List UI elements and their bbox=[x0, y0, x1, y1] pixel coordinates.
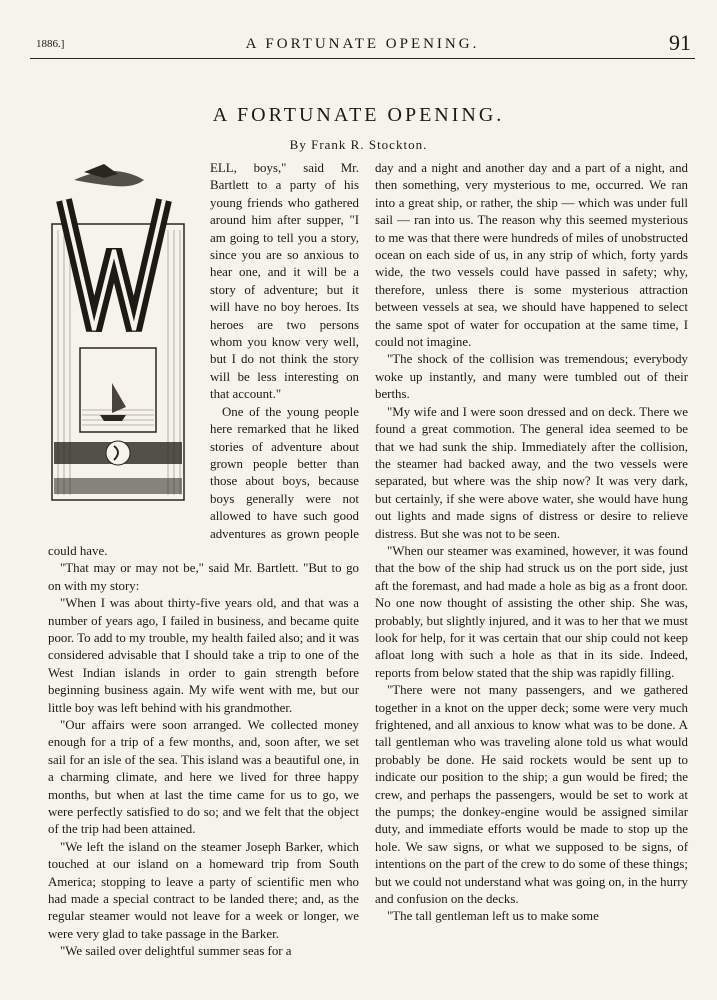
article-title: A FORTUNATE OPENING. bbox=[212, 104, 505, 126]
article-byline: By Frank R. Stockton. bbox=[289, 137, 428, 152]
paragraph: "Our affairs were soon arranged. We collected money enough for a trip of a few months, and, soon after, we set sail for an isle of the sea. This island was a beautiful one, in a charming climate, and here we lived for three happy months, but when at last the time came for us to go, we were perfectly satisfied to do so; and we felt that the object of the trip had been attained. bbox=[48, 718, 359, 837]
paragraph: "There were not many passengers, and we gathered together in a knot on the upper deck; some were very much frightened, and all anxious to know what was to be done. A tall gentleman who was traveling alone told us what would probably be done. He said rockets would be sent up to indicate our position to the ship; a gun would be fired; the crew, and perhaps the passengers, would be set to work at the pumps; the donkey-engine would be assigned similar duty, and immediate efforts would be made to stop up the hole. We saw signs, or what we supposed to be signs, of intentions on the part of the crew to do some of these things; but we could not understand what was going on, in the hurry and confusion on the decks. bbox=[375, 683, 688, 907]
paragraph: "That may or may not be," said Mr. Bartlett. "But to go on with my story: bbox=[48, 561, 359, 593]
decorative-initial-w bbox=[44, 160, 204, 526]
header-running-title: A FORTUNATE OPENING. bbox=[245, 36, 480, 52]
paragraph: "The shock of the collision was tremendous; everybody woke up instantly, and many were tumbled out of their berths. bbox=[375, 352, 688, 402]
paragraph: One of the young people here remarked that he liked stories of adventure about grown people better than those about boys, because boys generally were not allowed to have such good adventures as grown people could have. bbox=[48, 404, 359, 558]
paragraph: "We sailed over delightful summer seas for a bbox=[60, 944, 292, 959]
paragraph: "My wife and I were soon dressed and on deck. There we found a great commotion. The general idea seemed to be that we had sunk the ship. Immediately after the collision, the steamer had backed away, and the two vessels were separated, but where was the ship now? It was very dark, but certainly, if she were above water, she would have hung out lights and made signs of distress or desire to relieve distress. But she was not to be seen. bbox=[375, 404, 688, 541]
paragraph: "When I was about thirty-five years old, and that was a number of years ago, I failed in business, and became quite poor. To add to my trouble, my health failed also; and it was considered advisable that I should take a trip to one of the West Indian islands in order to gain strength before beginning business again. My wife went with me, but our little boy was left behind with his grandmother. bbox=[48, 596, 359, 715]
right-column bbox=[375, 160, 688, 926]
paragraph: ELL, boys," said Mr. Bartlett to a party of his young friends who gathered around him after supper, "I am going to tell you a story, since you are so anxious to hear one, and it will be a story of adventure; but it will have no boy heroes. Its heroes are two persons whom you know very well, but I do not think the story will be less interesting on that account." bbox=[210, 161, 359, 402]
running-head bbox=[30, 28, 695, 59]
left-column bbox=[48, 160, 359, 961]
paragraph: "The tall gentleman left us to make some bbox=[387, 909, 599, 924]
header-year: 1886.] bbox=[36, 38, 65, 50]
paragraph: day and a night and another day and a part of a night, and then something, very mysterious to me, occurred. We ran into a great ship, or rather, the ship — which was under full sail — ran into us. The reason why this seemed mysterious to me was that there were hundreds of miles of unobstructed ocean on each side of us, in any strip of which, forty yards wide, the two vessels could have passed in safety; why, therefore, unless there is some mysterious attraction between vessels at sea, we should have happened to select the same spot of water for occupation at the same time, I could not imagine. bbox=[375, 161, 688, 350]
paragraph: "We left the island on the steamer Joseph Barker, which touched at our island on a homeward trip from South America; stopping to leave a party of scientific men who had made a special contract to be landed there; and, as the regular steamer would not leave for a week or longer, we were very glad to take passage in the Barker. bbox=[48, 839, 359, 941]
right-column-text bbox=[375, 160, 688, 926]
page-number: 91 bbox=[669, 30, 691, 55]
paragraph: "When our steamer was examined, however, it was found that the bow of the ship had struck us on the port side, just aft the foremast, and had made a hole as big as a front door. No one now thought of assisting the other ship. She was, probably, but slightly injured, and it was to her that we must look for help, for it was certain that our ship could not keep afloat long with such a hole as that in its side. Indeed, reports from below stated that the ship was rapidly filling. bbox=[375, 543, 688, 680]
